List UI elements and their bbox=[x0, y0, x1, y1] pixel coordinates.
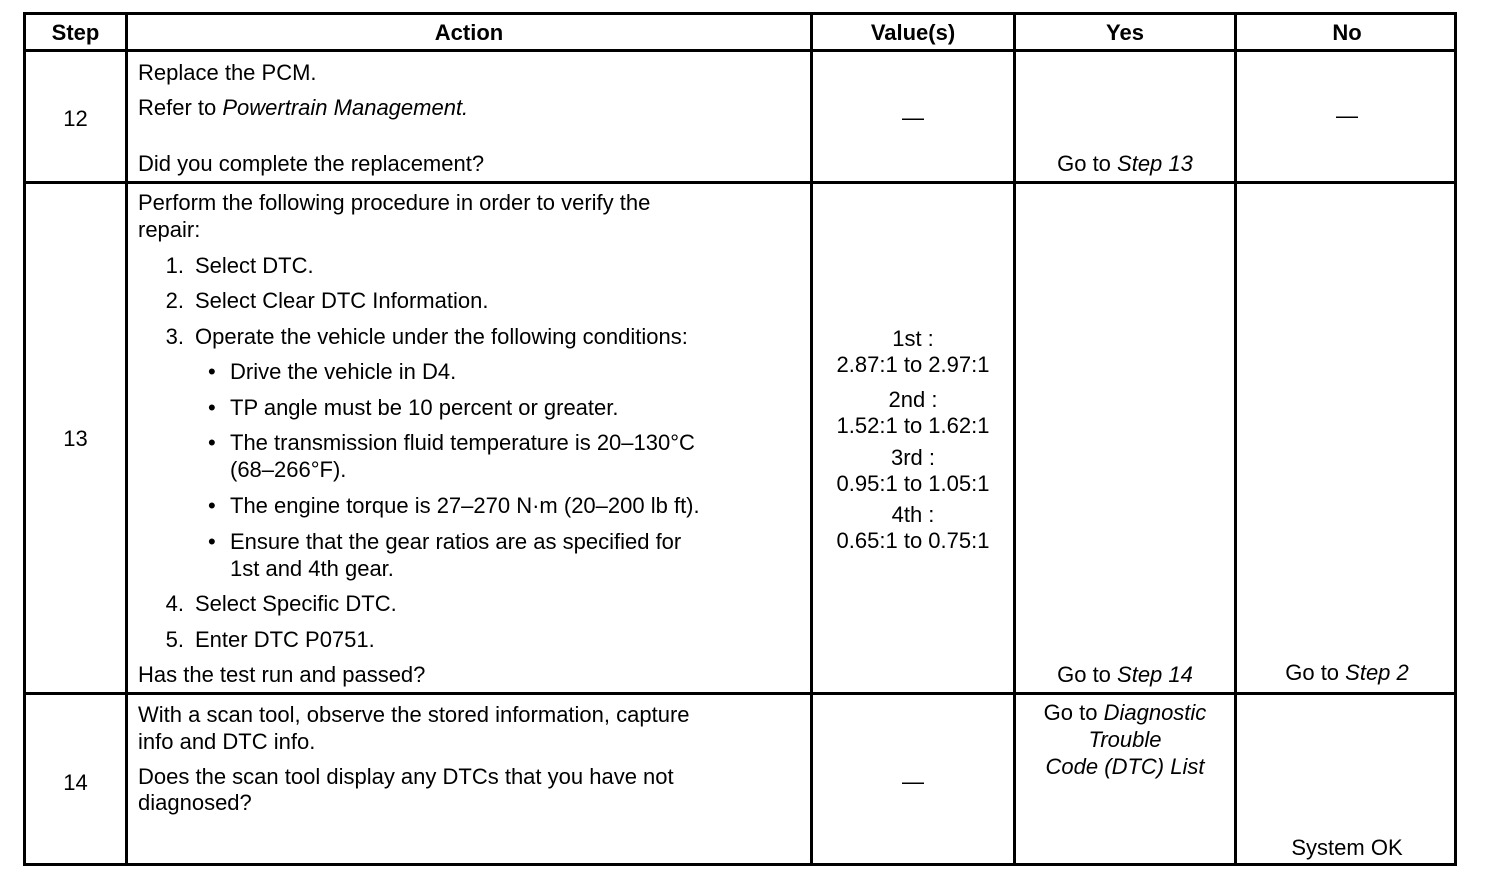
bullet-icon: • bbox=[208, 359, 216, 384]
intro-line: Perform the following procedure in order to verify the bbox=[138, 190, 651, 215]
bullet-item: TP angle must be 10 percent or greater. bbox=[230, 395, 619, 420]
bullet-icon: • bbox=[208, 529, 216, 554]
question-text: Has the test run and passed? bbox=[138, 662, 426, 687]
bullet-item-continued: (68–266°F). bbox=[230, 457, 347, 482]
list-number: 3. bbox=[165, 324, 184, 349]
gear-label: 4th : bbox=[891, 502, 935, 527]
no-action: — bbox=[1336, 103, 1358, 128]
gear-ratio: 1.52:1 to 1.62:1 bbox=[836, 413, 990, 438]
intro-line: repair: bbox=[138, 217, 201, 242]
dtc-list-link[interactable]: Diagnostic bbox=[1103, 700, 1207, 725]
column-divider bbox=[1234, 15, 1237, 863]
gear-label: 3rd : bbox=[890, 445, 936, 470]
action-text: Replace the PCM. bbox=[138, 60, 317, 85]
dtc-list-link[interactable]: Trouble bbox=[1088, 727, 1162, 752]
bullet-icon: • bbox=[208, 430, 216, 455]
row-divider bbox=[26, 692, 1454, 695]
bullet-item-continued: 1st and 4th gear. bbox=[230, 556, 394, 581]
step-link[interactable]: Step 14 bbox=[1117, 662, 1193, 687]
reference-link[interactable]: Powertrain Management. bbox=[222, 95, 469, 120]
question-text: Does the scan tool display any DTCs that you have not bbox=[138, 764, 674, 789]
value-cell: — bbox=[902, 105, 924, 130]
goto-prefix: Go to bbox=[1285, 660, 1346, 685]
dtc-list-link[interactable]: Code (DTC) List bbox=[1045, 754, 1205, 779]
gear-label: 1st : bbox=[892, 326, 934, 351]
list-item: Operate the vehicle under the following conditions: bbox=[195, 324, 688, 349]
list-number: 5. bbox=[165, 627, 184, 652]
gear-ratio: 0.95:1 to 1.05:1 bbox=[836, 471, 990, 496]
action-text: With a scan tool, observe the stored information, capture bbox=[138, 702, 690, 727]
step-link[interactable]: Step 13 bbox=[1117, 151, 1193, 176]
list-item: Select Clear DTC Information. bbox=[195, 288, 489, 313]
header-action: Action bbox=[434, 20, 504, 45]
action-reference bbox=[138, 95, 468, 121]
gear-ratio: 0.65:1 to 0.75:1 bbox=[836, 528, 990, 553]
diagnostic-table bbox=[23, 12, 1457, 866]
header-values: Value(s) bbox=[870, 20, 956, 45]
step-number: 12 bbox=[63, 106, 88, 131]
yes-action bbox=[1016, 662, 1234, 688]
column-divider bbox=[810, 15, 813, 863]
value-cell: — bbox=[902, 769, 924, 794]
list-number: 1. bbox=[165, 253, 184, 278]
list-number: 2. bbox=[165, 288, 184, 313]
header-no: No bbox=[1332, 20, 1362, 45]
header-yes: Yes bbox=[1106, 20, 1144, 45]
bullet-icon: • bbox=[208, 395, 216, 420]
list-item: Select Specific DTC. bbox=[195, 591, 397, 616]
yes-action bbox=[1016, 700, 1234, 726]
goto-prefix: Go to bbox=[1057, 662, 1118, 687]
step-number: 13 bbox=[63, 426, 88, 451]
step-number: 14 bbox=[63, 770, 88, 795]
bullet-item: The engine torque is 27–270 N·m (20–200 lb ft). bbox=[230, 493, 700, 518]
question-text: Did you complete the replacement? bbox=[138, 151, 485, 176]
refer-prefix: Refer to bbox=[138, 95, 223, 120]
bullet-item: The transmission fluid temperature is 20–130°C bbox=[230, 430, 695, 455]
question-text: diagnosed? bbox=[138, 790, 252, 815]
bullet-item: Drive the vehicle in D4. bbox=[230, 359, 457, 384]
list-item: Select DTC. bbox=[195, 253, 314, 278]
row-divider bbox=[26, 181, 1454, 184]
goto-prefix: Go to bbox=[1043, 700, 1104, 725]
no-action bbox=[1237, 660, 1457, 686]
step-link[interactable]: Step 2 bbox=[1345, 660, 1409, 685]
bullet-item: Ensure that the gear ratios are as specified for bbox=[230, 529, 682, 554]
gear-ratio: 2.87:1 to 2.97:1 bbox=[836, 352, 990, 377]
goto-prefix: Go to bbox=[1057, 151, 1118, 176]
no-action: System OK bbox=[1291, 835, 1403, 860]
gear-label: 2nd : bbox=[888, 387, 938, 412]
list-item: Enter DTC P0751. bbox=[195, 627, 375, 652]
column-divider bbox=[125, 15, 128, 863]
bullet-icon: • bbox=[208, 493, 216, 518]
yes-action bbox=[1016, 151, 1234, 177]
header-step: Step bbox=[51, 20, 100, 45]
list-number: 4. bbox=[165, 591, 184, 616]
action-text: info and DTC info. bbox=[138, 729, 316, 754]
